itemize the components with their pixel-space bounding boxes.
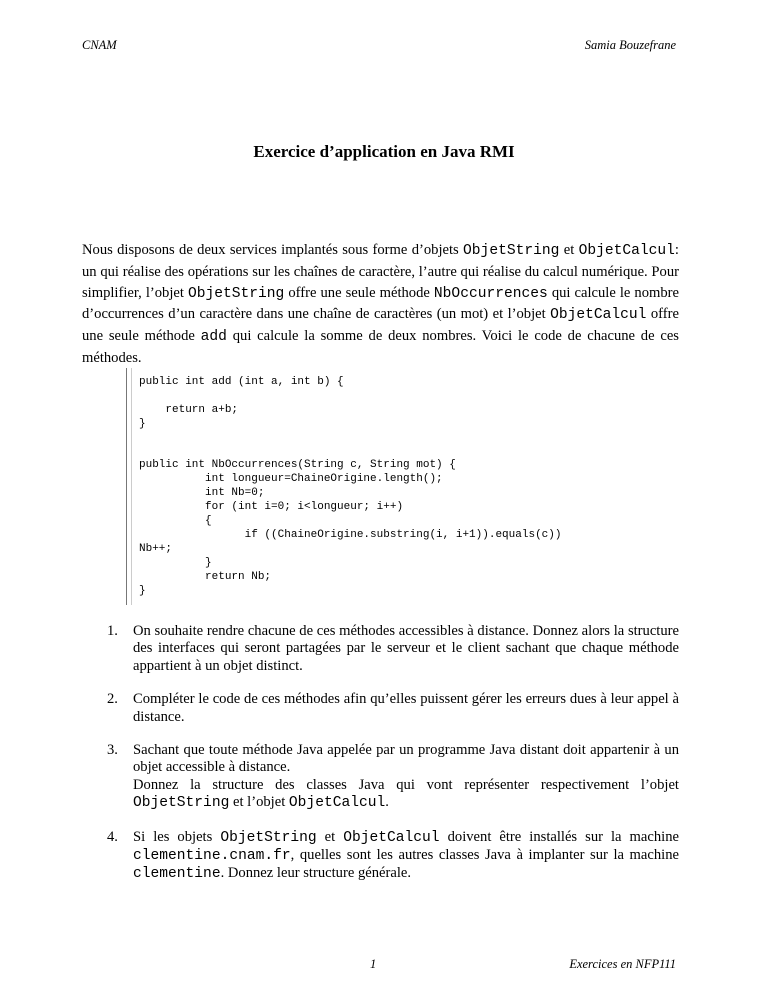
question-text: Si les objets (133, 828, 221, 845)
question-1 (107, 623, 679, 675)
question-number: 1. (107, 623, 118, 639)
intro-text: Nous disposons de deux services implantés sous forme d’objets (82, 242, 464, 258)
page-title: Exercice d’application en Java RMI (253, 142, 515, 161)
question-number: 3. (107, 742, 118, 759)
question-text: et l’objet (229, 794, 289, 811)
question-code: clementine (133, 866, 221, 883)
question-list (107, 623, 679, 900)
header-right: Samia Bouzefrane (584, 38, 676, 52)
question-code: ObjetString (133, 795, 230, 812)
question-text: Sachant que toute méthode Java appelée par un programme Java distant doit appartenir à un objet accessible à distance. (133, 742, 679, 776)
question-code: clementine.cnam.fr (133, 848, 291, 865)
question-text: et (316, 828, 344, 845)
question-text: Donnez la structure des classes Java qui vont représenter respectivement l’objet (133, 776, 679, 793)
question-code: ObjetString (220, 829, 317, 846)
header-left: CNAM (82, 38, 117, 52)
question-4 (107, 829, 679, 884)
question-number: 2. (107, 691, 118, 708)
intro-text: qui calcule la somme de deux nombres. Voici le code de chacune de ces méthodes. (82, 328, 679, 366)
question-3 (107, 742, 679, 813)
intro-text: et (559, 242, 579, 258)
question-text: . (385, 794, 389, 811)
footer-right: Exercices en NFP111 (569, 957, 676, 971)
intro-text: offre une seule méthode (284, 284, 434, 301)
question-text: . Donnez leur structure générale. (220, 865, 412, 882)
intro-text: offre une seule méthode (82, 306, 679, 345)
intro-code: ObjetCalcul (578, 243, 675, 259)
question-text: , quelles sont les autres classes Java à implanter sur la machine (290, 847, 679, 864)
question-code: ObjetCalcul (343, 829, 440, 846)
intro-code: ObjetString (187, 285, 285, 302)
intro-code: NbOccurrences (433, 285, 548, 302)
question-number: 4. (107, 828, 118, 845)
intro-code: add (200, 329, 227, 346)
question-text: Compléter le code de ces méthodes afin qu’elles puissent gérer les erreurs dues à leur appel à distance. (133, 691, 679, 725)
question-2 (107, 691, 679, 726)
intro-text: qui calcule le nombre d’occurrences d’un caractère dans une chaîne de caractères (un mot) et l’objet (82, 284, 680, 323)
page-number: 1 (370, 957, 377, 971)
code-listing: public int add (int a, int b) { return a+b; } public int NbOccurrences(String c, String mot) { int longueur=ChaineOrigine.length(); int Nb=0; for (int i=0; i<longueur; i++) { if ((ChaineOrigine.substring(i, i+1)).equals(c)) Nb++; } return Nb; } (139, 376, 562, 597)
intro-paragraph (82, 240, 679, 369)
question-text: On souhaite rendre chacune de ces méthodes accessibles à distance. Donnez alors la structure des interfaces qui seront partagées par le serveur et le client sachant que chaque méthode appartient à un objet distinct. (133, 623, 679, 674)
question-code: ObjetCalcul (288, 795, 386, 812)
intro-code: ObjetString (463, 243, 560, 259)
intro-text: : un qui réalise des opérations sur les chaînes de caractère, l’autre qui réalise du calcul numérique. Pour simplifier, l’objet (82, 242, 679, 301)
intro-code: ObjetCalcul (550, 307, 647, 324)
code-block (126, 368, 687, 605)
question-text: doivent être installés sur la machine (439, 828, 679, 845)
